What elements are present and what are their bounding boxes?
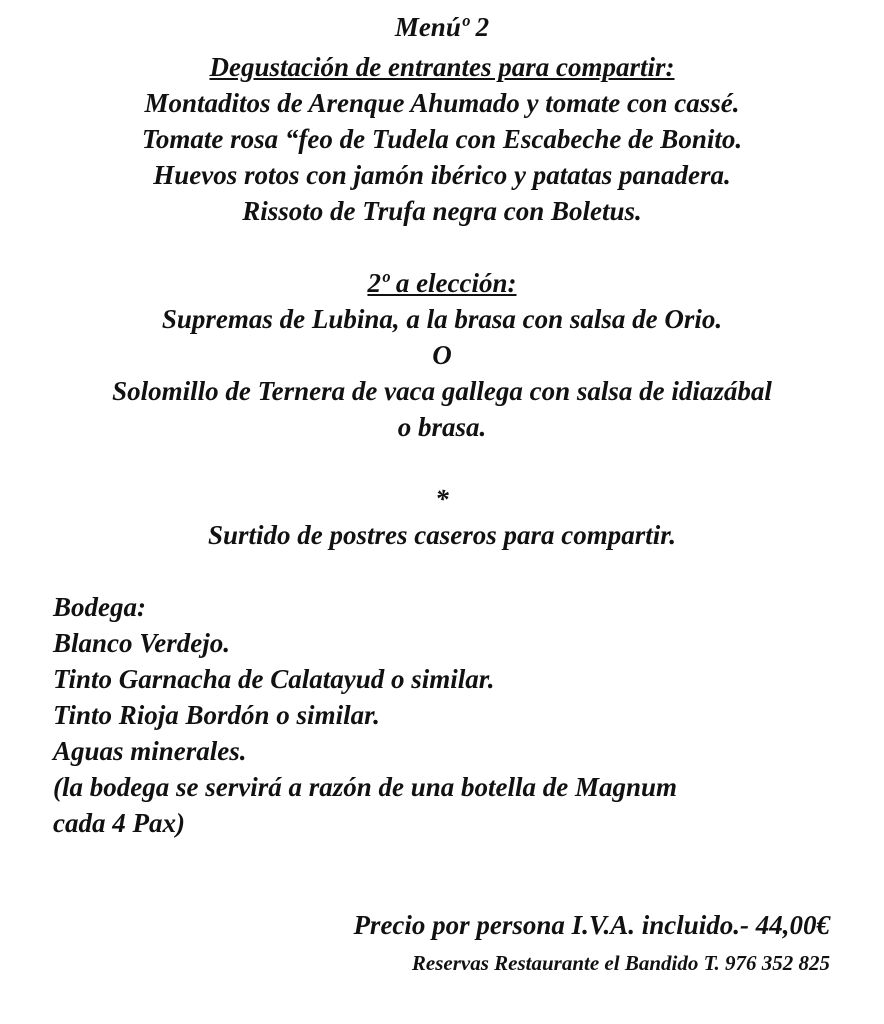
second-course-or: O [432,340,452,370]
wine-item: Aguas minerales. [53,736,247,766]
wine-item: Blanco Verdejo. [53,628,231,658]
wine-heading: Bodega: [53,592,146,622]
wine-note-continued: cada 4 Pax) [53,808,185,838]
wine-item: Tinto Garnacha de Calatayud o similar. [53,664,495,694]
starters-heading: Degustación de entrantes para compartir: [209,52,675,82]
separator-asterisk: * [435,484,449,514]
wine-item: Tinto Rioja Bordón o similar. [53,700,380,730]
second-course-heading: 2º a elección: [367,268,517,298]
dessert-item: Surtido de postres caseros para compartir. [207,520,677,550]
second-course-option: Supremas de Lubina, a la brasa con salsa de Orio. [161,304,723,334]
price-per-person: Precio por persona I.V.A. incluido.- 44,00€ [353,910,830,940]
starter-item: Huevos rotos con jamón ibérico y patatas panadera. [153,160,731,190]
starter-item: Rissoto de Trufa negra con Boletus. [242,196,642,226]
wine-note: (la bodega se servirá a razón de una botella de Magnum [53,772,678,802]
starter-item: Tomate rosa “feo de Tudela con Escabeche de Bonito. [141,124,743,154]
menu-title: Menúº 2 [394,12,490,42]
second-course-option: Solomillo de Ternera de vaca gallega con salsa de idiazábal [112,376,772,406]
reservations-contact: Reservas Restaurante el Bandido T. 976 352 825 [411,951,830,975]
second-course-option-continued: o brasa. [397,412,487,442]
starter-item: Montaditos de Arenque Ahumado y tomate con cassé. [144,88,740,118]
